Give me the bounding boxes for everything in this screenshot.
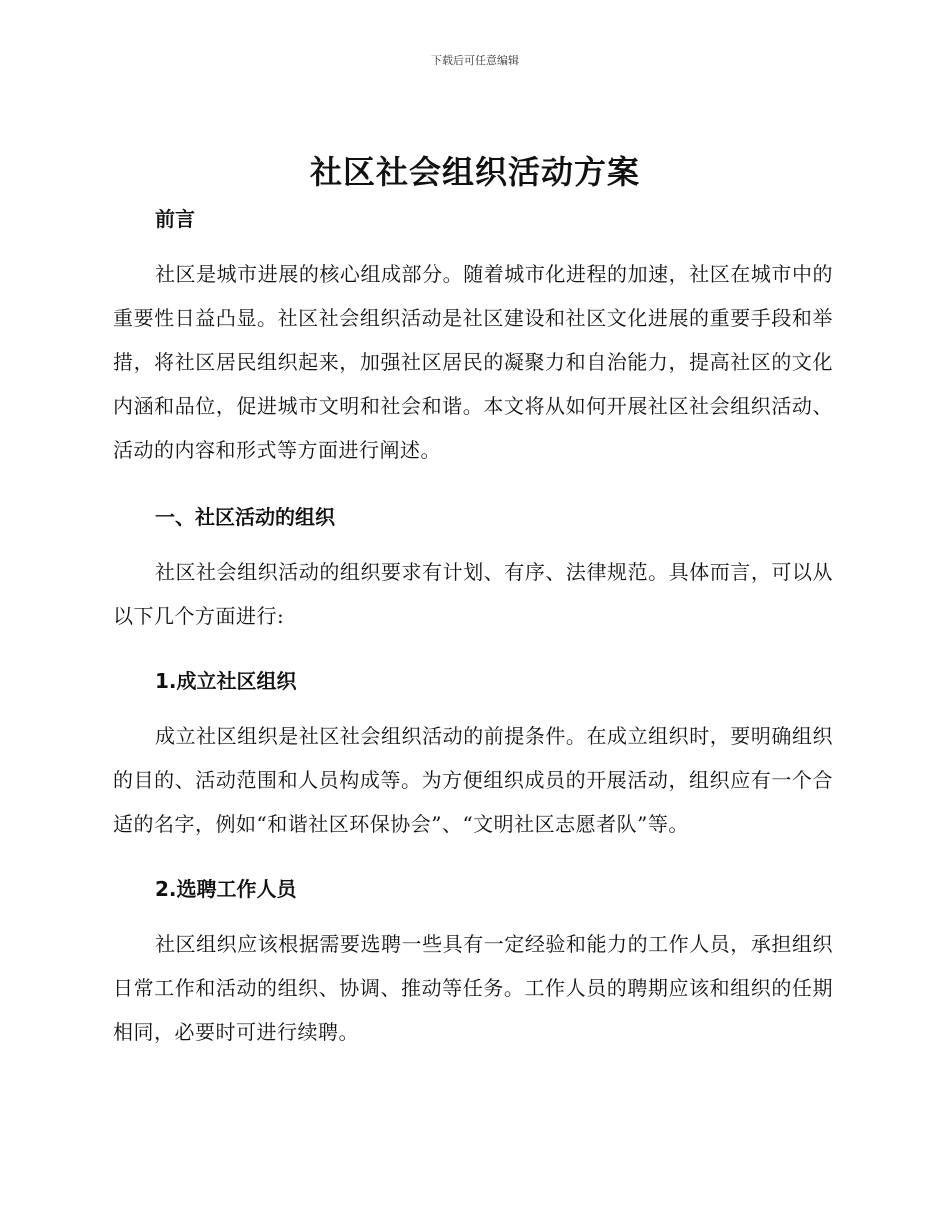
page-header: 下载后可任意编辑: [431, 54, 519, 67]
paragraph-preface: 社区是城市进展的核心组成部分。随着城市化进程的加速，社区在城市中的重要性日益凸显。社区社会组织活动是社区建设和社区文化进展的重要手段和举措，将社区居民组织起来，加强社区居民的凝聚力和自治能力，提高社区的文化内涵和品位，促进城市文明和社会和谐。本文将从如何开展社区社会组织活动、活动的内容和形式等方面进行阐述。: [113, 262, 833, 462]
section-heading-1: 一、社区活动的组织: [155, 505, 335, 529]
section-heading-preface: 前言: [155, 207, 195, 231]
paragraph-section-1: 社区社会组织活动的组织要求有计划、有序、法律规范。具体而言，可以从以下几个方面进行:: [113, 560, 833, 628]
paragraph-subsection-1-1: 成立社区组织是社区社会组织活动的前提条件。在成立组织时，要明确组织的目的、活动范围和人员构成等。为方便组织成员的开展活动，组织应有一个合适的名字，例如“和谐社区环保协会”、“文明社区志愿者队”等。: [113, 724, 833, 836]
paragraph-subsection-1-2: 社区组织应该根据需要选聘一些具有一定经验和能力的工作人员，承担组织日常工作和活动的组织、协调、推动等任务。工作人员的聘期应该和组织的任期相同，必要时可进行续聘。: [113, 932, 833, 1044]
subsection-heading-1-2: 2.选聘工作人员: [155, 877, 297, 901]
document-body: [113, 200, 833, 1054]
document-title: 社区社会组织活动方案: [309, 153, 640, 191]
subsection-heading-1-1: 1.成立社区组织: [155, 669, 297, 693]
